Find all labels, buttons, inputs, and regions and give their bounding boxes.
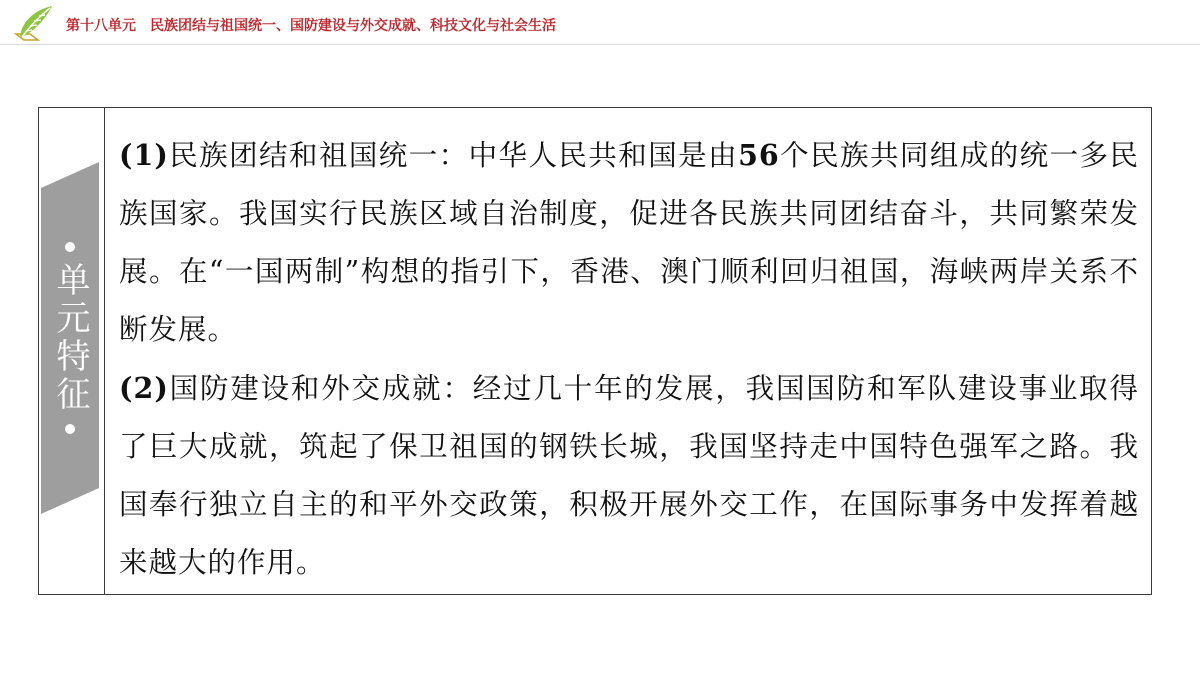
ribbon-dot-bottom — [65, 424, 75, 434]
side-column — [39, 108, 105, 594]
header-bar — [0, 0, 1200, 48]
leaf-logo-icon — [12, 4, 56, 42]
ribbon-dot-top — [65, 242, 75, 252]
content-panel — [38, 107, 1152, 595]
paragraph-2-number: (2) — [119, 371, 169, 405]
paragraph-2-text: 国防建设和外交成就：经过几十年的发展，我国国防和军队建设事业取得了巨大成就，筑起了保卫祖国的钢铁长城，我国坚持走中国特色强军之路。我国奉行独立自主的和平外交政策，积极开展外交工作，在国际事务中发挥着越来越大的作用。 — [119, 372, 1139, 579]
paragraph-2 — [119, 359, 1139, 592]
content-text — [119, 126, 1139, 592]
paragraph-1-text-b: 个民族共同组成的统一多民族国家。我国实行民族区域自治制度，促进各民族共同团结奋斗，共同繁荣发展。在“一国两制”构想的指引下，香港、澳门顺利回归祖国，海峡两岸关系不断发展。 — [119, 139, 1139, 346]
paragraph-1-number: (1) — [119, 138, 169, 172]
paragraph-1-bold-number: 56 — [738, 138, 780, 172]
unit-title: 第十八单元 民族团结与祖国统一、国防建设与外交成就、科技文化与社会生活 — [66, 18, 556, 34]
ribbon-label: 单元特征 — [50, 262, 90, 414]
header-divider — [0, 44, 1200, 45]
paragraph-1 — [119, 126, 1139, 359]
paragraph-1-text-a: 民族团结和祖国统一：中华人民共和国是由 — [168, 139, 739, 172]
unit-feature-ribbon — [41, 162, 99, 514]
